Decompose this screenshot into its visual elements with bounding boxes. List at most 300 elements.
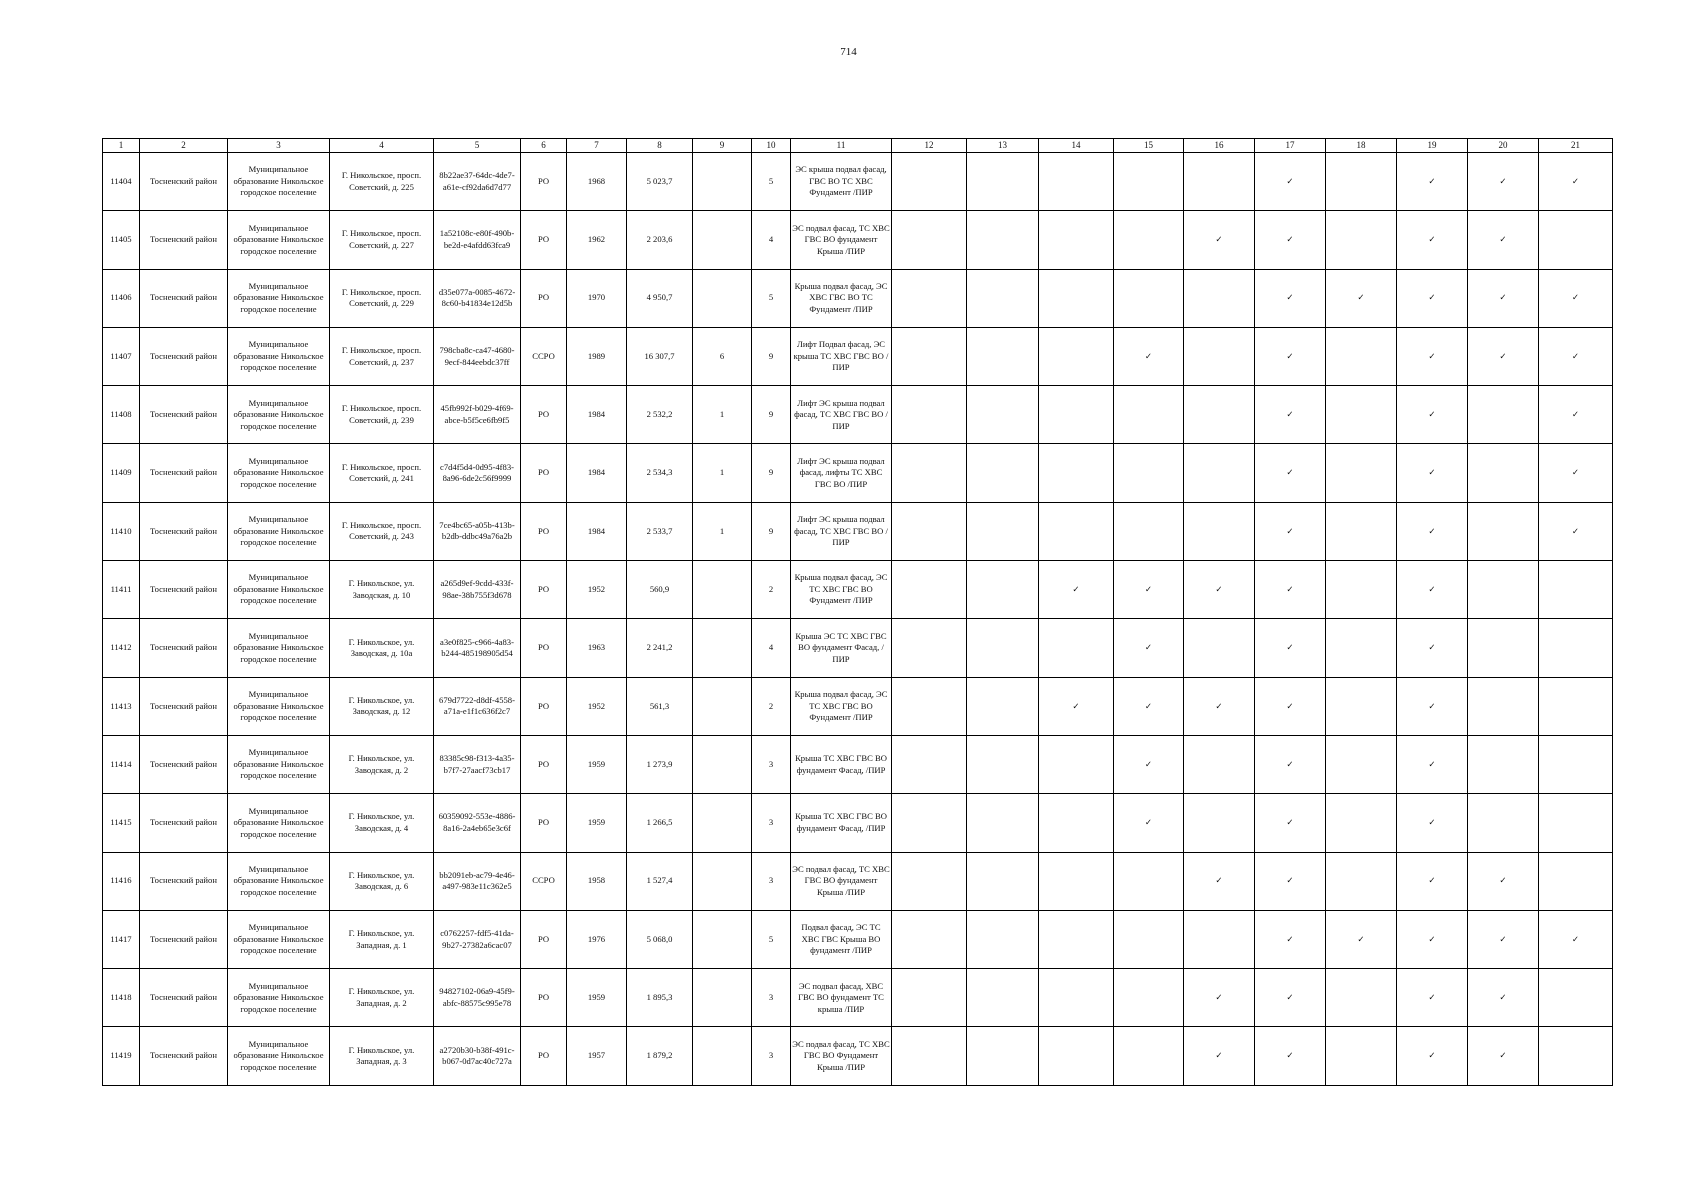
guid-cell: c7d4f5d4-0d95-4f83-8a96-6de2c56f9999 (434, 444, 521, 502)
check-mark-icon: ✓ (1114, 677, 1184, 735)
address-cell: Г. Никольское, ул. Заводская, д. 4 (330, 794, 434, 852)
category-cell: РО (521, 269, 567, 327)
check-mark-icon: ✓ (1326, 269, 1397, 327)
municipality-cell: Муниципальное образование Никольское городское поселение (228, 794, 330, 852)
check-mark-icon: ✓ (1184, 852, 1255, 910)
col13-cell (967, 619, 1039, 677)
table-row (103, 969, 1613, 1027)
table-body (103, 153, 1613, 1086)
col13-cell (967, 1027, 1039, 1085)
col12-cell (892, 910, 967, 968)
col15-cell (1114, 386, 1184, 444)
area-cell: 2 534,3 (627, 444, 693, 502)
column-header-6: 6 (521, 139, 567, 153)
works-cell: Крыша подвал фасад, ЭС ТС ХВС ГВС ВО Фундамент /ПИР (791, 677, 892, 735)
col13-cell (967, 211, 1039, 269)
column-header-7: 7 (567, 139, 627, 153)
col10-cell: 9 (752, 386, 791, 444)
row-id-cell: 11406 (103, 269, 140, 327)
check-mark-icon: ✓ (1539, 444, 1613, 502)
col21-cell (1539, 619, 1613, 677)
col9-cell: 1 (693, 444, 752, 502)
col9-cell (693, 561, 752, 619)
col9-cell (693, 269, 752, 327)
guid-cell: c0762257-fdf5-41da-9b27-27382a6cac07 (434, 910, 521, 968)
check-mark-icon: ✓ (1255, 794, 1326, 852)
address-cell: Г. Никольское, просп. Советский, д. 239 (330, 386, 434, 444)
district-cell: Тосненский район (140, 677, 228, 735)
col9-cell (693, 910, 752, 968)
district-cell: Тосненский район (140, 502, 228, 560)
col20-cell (1468, 444, 1539, 502)
area-cell: 1 895,3 (627, 969, 693, 1027)
year-cell: 1976 (567, 910, 627, 968)
category-cell: РО (521, 211, 567, 269)
area-cell: 5 068,0 (627, 910, 693, 968)
col13-cell (967, 852, 1039, 910)
check-mark-icon: ✓ (1397, 153, 1468, 211)
district-cell: Тосненский район (140, 619, 228, 677)
year-cell: 1962 (567, 211, 627, 269)
check-mark-icon: ✓ (1326, 910, 1397, 968)
col9-cell (693, 153, 752, 211)
col12-cell (892, 269, 967, 327)
address-cell: Г. Никольское, ул. Заводская, д. 10 (330, 561, 434, 619)
col15-cell (1114, 502, 1184, 560)
col12-cell (892, 1027, 967, 1085)
district-cell: Тосненский район (140, 1027, 228, 1085)
check-mark-icon: ✓ (1397, 269, 1468, 327)
col10-cell: 9 (752, 327, 791, 385)
row-id-cell: 11418 (103, 969, 140, 1027)
col18-cell (1326, 561, 1397, 619)
col13-cell (967, 677, 1039, 735)
col20-cell (1468, 677, 1539, 735)
year-cell: 1957 (567, 1027, 627, 1085)
check-mark-icon: ✓ (1255, 1027, 1326, 1085)
table-row (103, 327, 1613, 385)
col14-cell (1039, 794, 1114, 852)
area-cell: 1 527,4 (627, 852, 693, 910)
col18-cell (1326, 735, 1397, 793)
address-cell: Г. Никольское, просп. Советский, д. 227 (330, 211, 434, 269)
address-cell: Г. Никольское, ул. Заводская, д. 10а (330, 619, 434, 677)
col13-cell (967, 561, 1039, 619)
col16-cell (1184, 619, 1255, 677)
guid-cell: 8b22ae37-64dc-4de7-a61e-cf92da6d7d77 (434, 153, 521, 211)
row-id-cell: 11407 (103, 327, 140, 385)
check-mark-icon: ✓ (1184, 561, 1255, 619)
col15-cell (1114, 444, 1184, 502)
year-cell: 1958 (567, 852, 627, 910)
guid-cell: 45fb992f-b029-4f69-abce-b5f5ce6fb9f5 (434, 386, 521, 444)
area-cell: 2 533,7 (627, 502, 693, 560)
row-id-cell: 11414 (103, 735, 140, 793)
col18-cell (1326, 794, 1397, 852)
table-row (103, 269, 1613, 327)
col12-cell (892, 561, 967, 619)
col12-cell (892, 386, 967, 444)
works-cell: Крыша ТС ХВС ГВС ВО фундамент Фасад, /ПИР (791, 735, 892, 793)
col14-cell (1039, 619, 1114, 677)
check-mark-icon: ✓ (1255, 910, 1326, 968)
col15-cell (1114, 153, 1184, 211)
category-cell: РО (521, 619, 567, 677)
col12-cell (892, 794, 967, 852)
column-header-14: 14 (1039, 139, 1114, 153)
table-row (103, 1027, 1613, 1085)
column-header-12: 12 (892, 139, 967, 153)
municipality-cell: Муниципальное образование Никольское городское поселение (228, 969, 330, 1027)
category-cell: РО (521, 386, 567, 444)
address-cell: Г. Никольское, просп. Советский, д. 225 (330, 153, 434, 211)
col13-cell (967, 444, 1039, 502)
col15-cell (1114, 969, 1184, 1027)
col18-cell (1326, 327, 1397, 385)
district-cell: Тосненский район (140, 561, 228, 619)
district-cell: Тосненский район (140, 211, 228, 269)
check-mark-icon: ✓ (1468, 1027, 1539, 1085)
check-mark-icon: ✓ (1114, 327, 1184, 385)
col15-cell (1114, 910, 1184, 968)
col20-cell (1468, 794, 1539, 852)
col12-cell (892, 211, 967, 269)
check-mark-icon: ✓ (1184, 969, 1255, 1027)
district-cell: Тосненский район (140, 969, 228, 1027)
row-id-cell: 11410 (103, 502, 140, 560)
row-id-cell: 11404 (103, 153, 140, 211)
col14-cell (1039, 910, 1114, 968)
area-cell: 4 950,7 (627, 269, 693, 327)
address-cell: Г. Никольское, ул. Западная, д. 3 (330, 1027, 434, 1085)
works-cell: ЭС крыша подвал фасад, ГВС ВО ТС ХВС Фундамент /ПИР (791, 153, 892, 211)
column-header-8: 8 (627, 139, 693, 153)
col13-cell (967, 910, 1039, 968)
col10-cell: 3 (752, 852, 791, 910)
category-cell: РО (521, 153, 567, 211)
works-cell: Крыша подвал фасад, ЭС ТС ХВС ГВС ВО Фундамент /ПИР (791, 561, 892, 619)
table-row (103, 153, 1613, 211)
col20-cell (1468, 735, 1539, 793)
check-mark-icon: ✓ (1255, 269, 1326, 327)
year-cell: 1989 (567, 327, 627, 385)
works-cell: Лифт ЭС крыша подвал фасад, лифты ТС ХВС ГВС ВО /ПИР (791, 444, 892, 502)
table-row (103, 211, 1613, 269)
municipality-cell: Муниципальное образование Никольское городское поселение (228, 269, 330, 327)
col18-cell (1326, 444, 1397, 502)
year-cell: 1963 (567, 619, 627, 677)
col12-cell (892, 735, 967, 793)
municipality-cell: Муниципальное образование Никольское городское поселение (228, 677, 330, 735)
municipality-cell: Муниципальное образование Никольское городское поселение (228, 327, 330, 385)
area-cell: 5 023,7 (627, 153, 693, 211)
col21-cell (1539, 852, 1613, 910)
col13-cell (967, 502, 1039, 560)
municipality-cell: Муниципальное образование Никольское городское поселение (228, 211, 330, 269)
col9-cell: 1 (693, 386, 752, 444)
col13-cell (967, 153, 1039, 211)
municipality-cell: Муниципальное образование Никольское городское поселение (228, 153, 330, 211)
area-cell: 560,9 (627, 561, 693, 619)
col13-cell (967, 386, 1039, 444)
col15-cell (1114, 269, 1184, 327)
category-cell: ССРО (521, 327, 567, 385)
category-cell: РО (521, 561, 567, 619)
col14-cell (1039, 386, 1114, 444)
guid-cell: 679d7722-d8df-4558-a71a-e1f1c636f2c7 (434, 677, 521, 735)
col13-cell (967, 269, 1039, 327)
col18-cell (1326, 211, 1397, 269)
col13-cell (967, 735, 1039, 793)
col10-cell: 3 (752, 735, 791, 793)
row-id-cell: 11413 (103, 677, 140, 735)
column-header-13: 13 (967, 139, 1039, 153)
col16-cell (1184, 386, 1255, 444)
check-mark-icon: ✓ (1468, 327, 1539, 385)
table-row (103, 677, 1613, 735)
col10-cell: 4 (752, 211, 791, 269)
check-mark-icon: ✓ (1397, 386, 1468, 444)
col13-cell (967, 327, 1039, 385)
area-cell: 1 273,9 (627, 735, 693, 793)
col9-cell (693, 211, 752, 269)
col14-cell (1039, 502, 1114, 560)
col16-cell (1184, 910, 1255, 968)
check-mark-icon: ✓ (1539, 153, 1613, 211)
municipality-cell: Муниципальное образование Никольское городское поселение (228, 735, 330, 793)
area-cell: 561,3 (627, 677, 693, 735)
year-cell: 1984 (567, 386, 627, 444)
check-mark-icon: ✓ (1397, 735, 1468, 793)
district-cell: Тосненский район (140, 153, 228, 211)
col12-cell (892, 677, 967, 735)
guid-cell: 1a52108c-e80f-490b-be2d-e4afdd63fca9 (434, 211, 521, 269)
works-cell: Лифт ЭС крыша подвал фасад, ТС ХВС ГВС ВО /ПИР (791, 502, 892, 560)
check-mark-icon: ✓ (1255, 969, 1326, 1027)
check-mark-icon: ✓ (1397, 969, 1468, 1027)
col12-cell (892, 619, 967, 677)
check-mark-icon: ✓ (1539, 386, 1613, 444)
year-cell: 1984 (567, 444, 627, 502)
year-cell: 1970 (567, 269, 627, 327)
category-cell: РО (521, 444, 567, 502)
col18-cell (1326, 969, 1397, 1027)
column-header-4: 4 (330, 139, 434, 153)
check-mark-icon: ✓ (1255, 852, 1326, 910)
col18-cell (1326, 153, 1397, 211)
district-cell: Тосненский район (140, 852, 228, 910)
year-cell: 1959 (567, 969, 627, 1027)
check-mark-icon: ✓ (1184, 211, 1255, 269)
check-mark-icon: ✓ (1184, 1027, 1255, 1085)
col21-cell (1539, 794, 1613, 852)
address-cell: Г. Никольское, ул. Заводская, д. 2 (330, 735, 434, 793)
district-cell: Тосненский район (140, 910, 228, 968)
address-cell: Г. Никольское, просп. Советский, д. 237 (330, 327, 434, 385)
col9-cell: 1 (693, 502, 752, 560)
check-mark-icon: ✓ (1255, 386, 1326, 444)
col12-cell (892, 327, 967, 385)
check-mark-icon: ✓ (1039, 677, 1114, 735)
col20-cell (1468, 502, 1539, 560)
col12-cell (892, 969, 967, 1027)
address-cell: Г. Никольское, ул. Заводская, д. 12 (330, 677, 434, 735)
col16-cell (1184, 735, 1255, 793)
column-header-9: 9 (693, 139, 752, 153)
guid-cell: a2720b30-b38f-491c-b067-0d7ac40c727a (434, 1027, 521, 1085)
check-mark-icon: ✓ (1468, 852, 1539, 910)
col15-cell (1114, 852, 1184, 910)
district-cell: Тосненский район (140, 386, 228, 444)
col9-cell (693, 794, 752, 852)
col12-cell (892, 502, 967, 560)
category-cell: РО (521, 910, 567, 968)
check-mark-icon: ✓ (1114, 561, 1184, 619)
row-id-cell: 11405 (103, 211, 140, 269)
check-mark-icon: ✓ (1255, 211, 1326, 269)
municipality-cell: Муниципальное образование Никольское городское поселение (228, 444, 330, 502)
area-cell: 2 241,2 (627, 619, 693, 677)
col18-cell (1326, 386, 1397, 444)
year-cell: 1952 (567, 677, 627, 735)
check-mark-icon: ✓ (1255, 735, 1326, 793)
col10-cell: 5 (752, 153, 791, 211)
page-number: 714 (840, 46, 857, 58)
col14-cell (1039, 735, 1114, 793)
col12-cell (892, 153, 967, 211)
works-cell: Крыша ЭС ТС ХВС ГВС ВО фундамент Фасад, /ПИР (791, 619, 892, 677)
col14-cell (1039, 852, 1114, 910)
guid-cell: d35e077a-0085-4672-8c60-b41834e12d5b (434, 269, 521, 327)
check-mark-icon: ✓ (1039, 561, 1114, 619)
check-mark-icon: ✓ (1468, 910, 1539, 968)
col18-cell (1326, 619, 1397, 677)
municipality-cell: Муниципальное образование Никольское городское поселение (228, 619, 330, 677)
category-cell: РО (521, 1027, 567, 1085)
col10-cell: 9 (752, 502, 791, 560)
col10-cell: 5 (752, 910, 791, 968)
check-mark-icon: ✓ (1539, 502, 1613, 560)
year-cell: 1959 (567, 735, 627, 793)
col10-cell: 3 (752, 794, 791, 852)
col21-cell (1539, 969, 1613, 1027)
address-cell: Г. Никольское, просп. Советский, д. 229 (330, 269, 434, 327)
check-mark-icon: ✓ (1255, 444, 1326, 502)
col14-cell (1039, 269, 1114, 327)
area-cell: 2 203,6 (627, 211, 693, 269)
year-cell: 1984 (567, 502, 627, 560)
check-mark-icon: ✓ (1397, 910, 1468, 968)
district-cell: Тосненский район (140, 269, 228, 327)
column-header-2: 2 (140, 139, 228, 153)
housing-registry-table (102, 138, 1613, 1086)
check-mark-icon: ✓ (1397, 561, 1468, 619)
address-cell: Г. Никольское, просп. Советский, д. 241 (330, 444, 434, 502)
municipality-cell: Муниципальное образование Никольское городское поселение (228, 1027, 330, 1085)
works-cell: Крыша ТС ХВС ГВС ВО фундамент Фасад, /ПИР (791, 794, 892, 852)
column-header-20: 20 (1468, 139, 1539, 153)
column-header-18: 18 (1326, 139, 1397, 153)
col10-cell: 3 (752, 1027, 791, 1085)
col10-cell: 9 (752, 444, 791, 502)
row-id-cell: 11409 (103, 444, 140, 502)
district-cell: Тосненский район (140, 444, 228, 502)
check-mark-icon: ✓ (1539, 327, 1613, 385)
table-row (103, 386, 1613, 444)
column-header-16: 16 (1184, 139, 1255, 153)
col10-cell: 3 (752, 969, 791, 1027)
check-mark-icon: ✓ (1539, 910, 1613, 968)
col21-cell (1539, 735, 1613, 793)
col20-cell (1468, 386, 1539, 444)
guid-cell: 83385c98-f313-4a35-b7f7-27aacf73cb17 (434, 735, 521, 793)
column-header-10: 10 (752, 139, 791, 153)
column-header-3: 3 (228, 139, 330, 153)
check-mark-icon: ✓ (1468, 969, 1539, 1027)
row-id-cell: 11412 (103, 619, 140, 677)
table-row (103, 852, 1613, 910)
guid-cell: a3e0f825-c966-4a83-b244-485198905d54 (434, 619, 521, 677)
col20-cell (1468, 619, 1539, 677)
works-cell: Лифт Подвал фасад, ЭС крыша ТС ХВС ГВС ВО /ПИР (791, 327, 892, 385)
col14-cell (1039, 327, 1114, 385)
area-cell: 1 879,2 (627, 1027, 693, 1085)
check-mark-icon: ✓ (1397, 852, 1468, 910)
works-cell: Лифт ЭС крыша подвал фасад, ТС ХВС ГВС ВО /ПИР (791, 386, 892, 444)
col21-cell (1539, 677, 1613, 735)
column-header-17: 17 (1255, 139, 1326, 153)
col16-cell (1184, 327, 1255, 385)
row-id-cell: 11415 (103, 794, 140, 852)
table-row (103, 502, 1613, 560)
works-cell: Крыша подвал фасад, ЭС ХВС ГВС ВО ТС Фундамент /ПИР (791, 269, 892, 327)
column-header-5: 5 (434, 139, 521, 153)
district-cell: Тосненский район (140, 327, 228, 385)
col20-cell (1468, 561, 1539, 619)
address-cell: Г. Никольское, просп. Советский, д. 243 (330, 502, 434, 560)
district-cell: Тосненский район (140, 794, 228, 852)
column-header-1: 1 (103, 139, 140, 153)
guid-cell: 94827102-06a9-45f9-abfc-88575c995e78 (434, 969, 521, 1027)
check-mark-icon: ✓ (1255, 502, 1326, 560)
municipality-cell: Муниципальное образование Никольское городское поселение (228, 852, 330, 910)
col14-cell (1039, 1027, 1114, 1085)
works-cell: ЭС подвал фасад, ТС ХВС ГВС ВО фундамент Крыша /ПИР (791, 852, 892, 910)
works-cell: ЭС подвал фасад, ТС ХВС ГВС ВО фундамент Крыша /ПИР (791, 211, 892, 269)
column-header-19: 19 (1397, 139, 1468, 153)
col18-cell (1326, 677, 1397, 735)
row-id-cell: 11419 (103, 1027, 140, 1085)
col21-cell (1539, 561, 1613, 619)
check-mark-icon: ✓ (1397, 619, 1468, 677)
col18-cell (1326, 502, 1397, 560)
col9-cell (693, 677, 752, 735)
col15-cell (1114, 211, 1184, 269)
area-cell: 1 266,5 (627, 794, 693, 852)
municipality-cell: Муниципальное образование Никольское городское поселение (228, 386, 330, 444)
check-mark-icon: ✓ (1468, 211, 1539, 269)
col14-cell (1039, 444, 1114, 502)
check-mark-icon: ✓ (1468, 269, 1539, 327)
row-id-cell: 11417 (103, 910, 140, 968)
col14-cell (1039, 211, 1114, 269)
check-mark-icon: ✓ (1114, 619, 1184, 677)
category-cell: РО (521, 794, 567, 852)
column-header-21: 21 (1539, 139, 1613, 153)
year-cell: 1952 (567, 561, 627, 619)
col13-cell (967, 969, 1039, 1027)
check-mark-icon: ✓ (1397, 211, 1468, 269)
